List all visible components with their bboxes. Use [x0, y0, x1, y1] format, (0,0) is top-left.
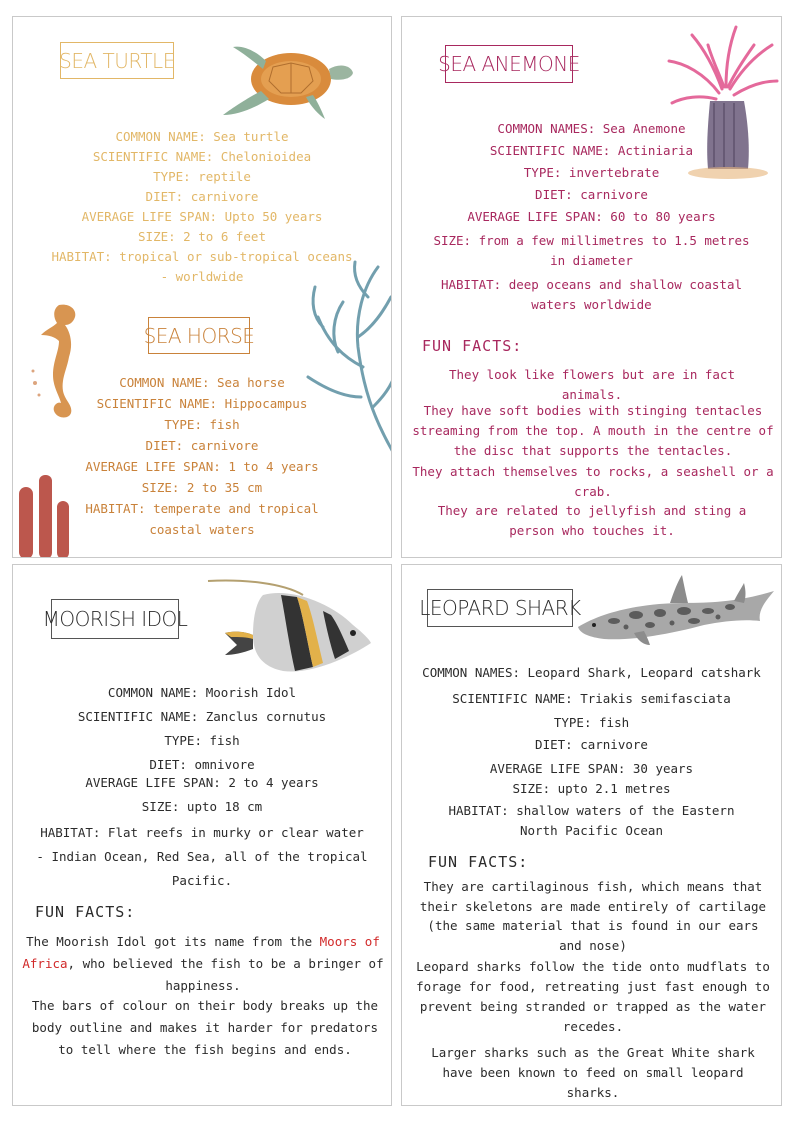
idol-fun-facts-heading: FUN FACTS: — [35, 903, 136, 921]
idol-scientific-name: SCIENTIFIC NAME: Zanclus cornutus — [77, 709, 327, 724]
shark-life-span: AVERAGE LIFE SPAN: 30 years — [489, 761, 694, 776]
anemone-size: SIZE: from a few millimetres to 1.5 metres — [433, 233, 750, 248]
idol-life-span: AVERAGE LIFE SPAN: 2 to 4 years — [85, 775, 319, 790]
anemone-habitat: HABITAT: deep oceans and shallow coastal — [440, 277, 743, 292]
sea-horse-facts — [13, 375, 391, 543]
turtle-type: TYPE: reptile — [153, 169, 251, 184]
seahorse-scientific-name: SCIENTIFIC NAME: Hippocampus — [96, 396, 308, 411]
anemone-diet: DIET: carnivore — [535, 187, 648, 202]
idol-diet: DIET: omnivore — [149, 757, 255, 772]
sea-anemone-facts — [402, 121, 781, 317]
anemone-life-span: AVERAGE LIFE SPAN: 60 to 80 years — [467, 209, 716, 224]
seahorse-life-span: AVERAGE LIFE SPAN: 1 to 4 years — [85, 459, 319, 474]
seahorse-habitat-cont: coastal waters — [149, 522, 255, 537]
idol-fact-1 — [19, 931, 387, 997]
anemone-scientific-name: SCIENTIFIC NAME: Actiniaria — [489, 143, 694, 158]
idol-type: TYPE: fish — [164, 733, 240, 748]
idol-size: SIZE: upto 18 cm — [141, 799, 263, 814]
leopard-shark-card — [401, 564, 782, 1106]
moorish-idol-card — [12, 564, 392, 1106]
anemone-fact-4: They are related to jellyfish and sting a person who touches it. — [437, 503, 747, 538]
sea-turtle-illustration — [221, 39, 356, 121]
shark-habitat-cont: North Pacific Ocean — [520, 823, 663, 838]
idol-common-name: COMMON NAME: Moorish Idol — [107, 685, 297, 700]
seahorse-size: SIZE: 2 to 35 cm — [141, 480, 263, 495]
shark-fact-1: They are cartilaginous fish, which means that their skeletons are made entirely of cartilage (the same material that is found in our ears and nose) — [419, 879, 767, 953]
anemone-habitat-cont: waters worldwide — [531, 297, 652, 312]
idol-fact-2: The bars of colour on their body breaks up the body outline and makes it harder for predators to tell where the fish begins and ends. — [31, 998, 379, 1057]
idol-habitat: HABITAT: Flat reefs in murky or clear water — [40, 825, 364, 840]
leopard-shark-facts — [402, 665, 781, 845]
seahorse-diet: DIET: carnivore — [145, 438, 259, 453]
anemone-size-cont: in diameter — [550, 253, 633, 268]
shark-common-name: COMMON NAMES: Leopard Shark, Leopard catshark — [422, 665, 761, 680]
idol-habitat-cont-2: Pacific. — [171, 873, 233, 888]
shark-habitat: HABITAT: shallow waters of the Eastern — [448, 803, 735, 818]
seahorse-habitat: HABITAT: temperate and tropical — [85, 501, 319, 516]
moorish-idol-facts — [13, 685, 391, 897]
sea-anemone-title: SEA ANEMONE — [445, 45, 573, 83]
idol-fact-1-text-b: , who believed the fish to be a bringer of happiness. — [67, 956, 384, 993]
moorish-idol-title: MOORISH IDOL — [51, 599, 179, 639]
shark-type: TYPE: fish — [553, 715, 630, 730]
turtle-scientific-name: SCIENTIFIC NAME: Chelonioidea — [92, 149, 312, 164]
idol-habitat-cont: - Indian Ocean, Red Sea, all of the tropical — [36, 849, 368, 864]
shark-fun-facts-heading: FUN FACTS: — [428, 853, 529, 871]
shark-fact-2: Leopard sharks follow the tide onto mudflats to forage for food, retreating just fast enough to prevent being stranded or trapped as the water recedes. — [416, 959, 770, 1034]
leopard-shark-illustration — [574, 571, 776, 645]
leopard-shark-title: LEOPARD SHARK — [427, 589, 573, 627]
seahorse-type: TYPE: fish — [164, 417, 240, 432]
anemone-fact-1: They look like flowers but are in fact animals. — [449, 367, 735, 402]
sea-turtle-facts — [13, 129, 391, 289]
turtle-habitat: HABITAT: tropical or sub-tropical oceans — [51, 249, 353, 264]
anemone-type: TYPE: invertebrate — [523, 165, 660, 180]
turtle-habitat-cont: - worldwide — [160, 269, 244, 284]
sea-anemone-card — [401, 16, 782, 558]
shark-scientific-name: SCIENTIFIC NAME: Triakis semifasciata — [452, 691, 731, 706]
anemone-fun-facts-heading: FUN FACTS: — [422, 337, 523, 355]
sea-horse-title: SEA HORSE — [148, 317, 250, 354]
seahorse-common-name: COMMON NAME: Sea horse — [119, 375, 285, 390]
anemone-fact-2: They have soft bodies with stinging tentacles streaming from the top. A mouth in the centre of the disc that supports the tentacles. — [412, 403, 774, 458]
anemone-fact-3: They attach themselves to rocks, a seashell or a crab. — [412, 464, 774, 499]
turtle-life-span: AVERAGE LIFE SPAN: Upto 50 years — [81, 209, 323, 224]
idol-fact-1-text-a: The Moorish Idol got its name from the — [26, 934, 320, 949]
sea-turtle-card — [12, 16, 392, 558]
idol-fact-1-highlight: Moors of Africa — [22, 934, 380, 971]
shark-diet: DIET: carnivore — [535, 737, 648, 752]
turtle-common-name: COMMON NAME: Sea turtle — [115, 129, 289, 144]
turtle-size: SIZE: 2 to 6 feet — [138, 229, 266, 244]
shark-size: SIZE: upto 2.1 metres — [512, 781, 671, 796]
moorish-idol-illustration — [203, 575, 373, 675]
anemone-common-name: COMMON NAMES: Sea Anemone — [497, 121, 686, 136]
shark-fact-3: Larger sharks such as the Great White shark have been known to feed on small leopard sharks. — [431, 1045, 755, 1100]
sea-turtle-title: SEA TURTLE — [60, 42, 174, 79]
turtle-diet: DIET: carnivore — [145, 189, 259, 204]
